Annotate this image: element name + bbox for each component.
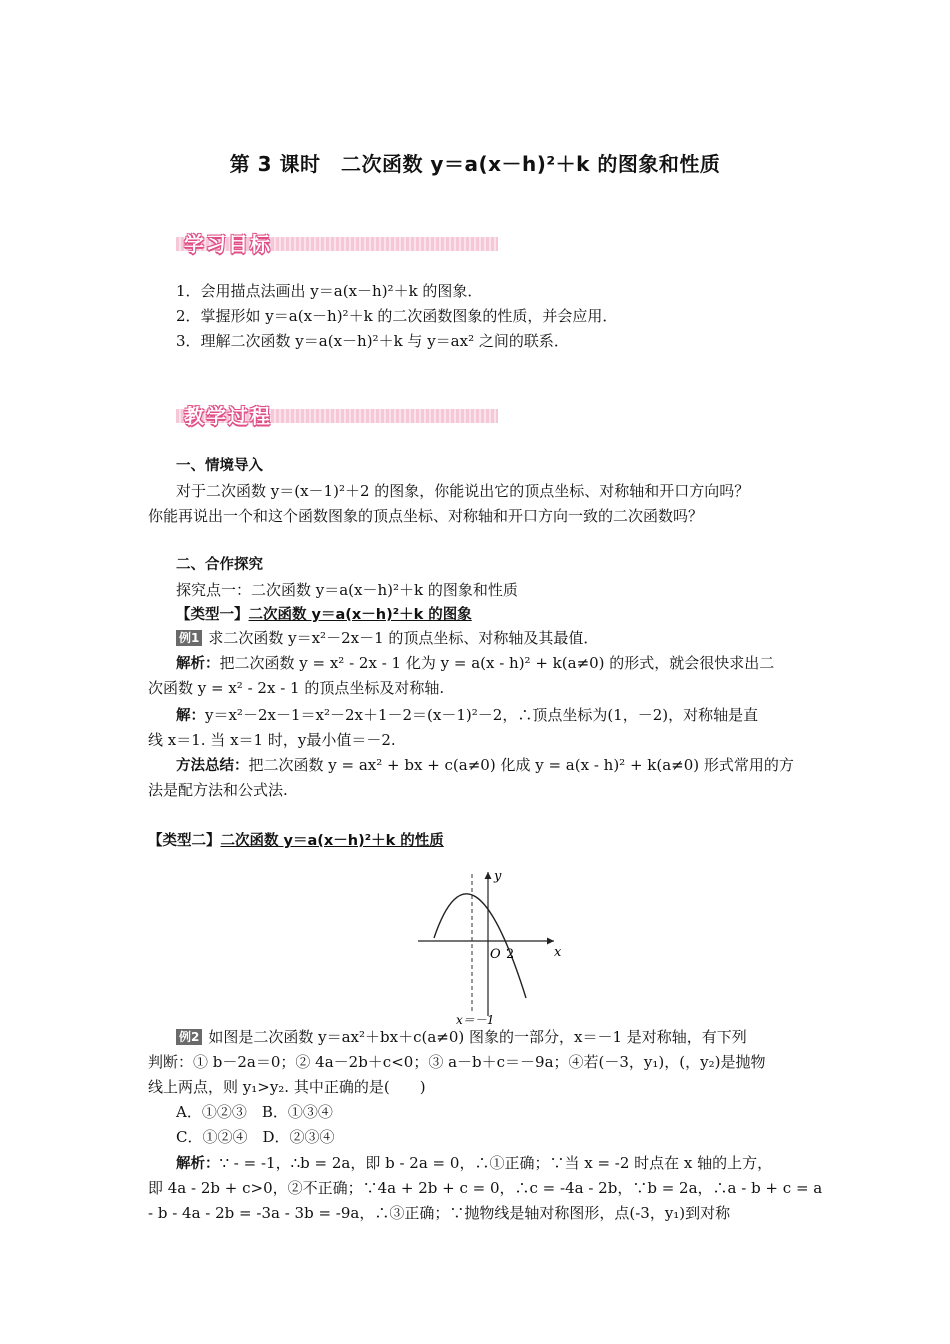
objectives-banner-label: 学习目标 <box>184 232 272 256</box>
objective-2: 2．掌握形如 y＝a(x－h)²＋k 的二次函数图象的性质，并会应用． <box>176 307 618 325</box>
process-banner <box>176 400 498 430</box>
example-1-badge: 例1 <box>176 630 202 646</box>
method-label: 方法总结： <box>176 758 249 774</box>
y-axis-label: y <box>494 869 502 884</box>
analysis-text: ∵ - = -1，∴b = 2a，即 b - 2a = 0，∴①正确；∵当 x = -2 时点在 x 轴的上方， <box>219 1154 773 1172</box>
type2-title: 二次函数 y＝a(x－h)²＋k 的性质 <box>220 833 444 849</box>
part2-heading: 二、合作探究 <box>176 557 263 573</box>
example-2-line-1 <box>176 1027 840 1047</box>
ex2-analysis-line-1 <box>176 1153 840 1174</box>
example-2-badge: 例2 <box>176 1029 202 1045</box>
explore-point-1: 探究点一：二次函数 y＝a(x－h)²＋k 的图象和性质 <box>176 581 518 599</box>
page-title: 第 3 课时 二次函数 y＝a(x－h)²＋k 的图象和性质 <box>229 152 721 176</box>
ex2-analysis-line-2: 即 4a - 2b + c>0，②不正确；∵4a + 2b + c = 0，∴c = -4a - 2b，∵b = 2a，∴a - b + c = a <box>148 1179 823 1197</box>
type2-heading <box>148 830 812 851</box>
part1-text-2: 你能再说出一个和这个函数图象的顶点坐标、对称轴和开口方向一致的二次函数吗？ <box>148 507 704 525</box>
ex1-analysis-line-2: 次函数 y = x² - 2x - 1 的顶点坐标及对称轴. <box>148 679 445 697</box>
ex2-analysis-line-3: - b - 4a - 2b = -3a - 3b = -9a，∴③正确；∵抛物线是轴对称图形，点(-3，y₁)到对称 <box>148 1204 731 1222</box>
method-line-1 <box>176 755 840 776</box>
example-1-text: 求二次函数 y＝x²－2x－1 的顶点坐标、对称轴及其最值． <box>208 629 599 647</box>
analysis-text: 把二次函数 y = x² - 2x - 1 化为 y = a(x - h)² + k(a≠0) 的形式，就会很快求出二 <box>219 654 775 672</box>
analysis-label: 解析： <box>176 656 220 672</box>
origin-label: O <box>490 947 501 962</box>
objective-1: 1．会用描点法画出 y＝a(x－h)²＋k 的图象． <box>176 282 483 300</box>
analysis-label: 解析： <box>176 1156 220 1172</box>
part1-heading: 一、情境导入 <box>176 458 263 474</box>
objectives-banner <box>176 228 498 258</box>
type2-tag: 【类型二】 <box>148 833 221 849</box>
process-banner-label: 教学过程 <box>184 404 272 428</box>
symmetry-axis-label: x＝－1 <box>456 1013 495 1024</box>
solution-text: y＝x²－2x－1＝x²－2x＋1－2＝(x－1)²－2，∴顶点坐标为(1，－2)，对称轴是直 <box>205 706 759 724</box>
example-1 <box>176 628 840 648</box>
example-2-options-1: A．①②③ B．①③④ <box>176 1103 333 1121</box>
example-2-line-2: 判断：① b－2a＝0；② 4a－2b＋c<0；③ a－b＋c＝－9a；④若(－3，y₁)，(，y₂)是抛物 <box>148 1053 766 1071</box>
objective-3: 3．理解二次函数 y＝a(x－h)²＋k 与 y＝ax² 之间的联系． <box>176 332 569 350</box>
tick-label-2: 2 <box>506 947 515 962</box>
method-text: 把二次函数 y = ax² + bx + c(a≠0) 化成 y = a(x - h)² + k(a≠0) 形式常用的方 <box>248 756 794 774</box>
ex1-solution-line-2: 线 x＝1. 当 x＝1 时，y最小值＝－2. <box>148 731 396 749</box>
type1-heading <box>176 604 840 625</box>
type1-tag: 【类型一】 <box>176 607 249 623</box>
ex1-solution-line-1 <box>176 705 840 726</box>
parabola-curve <box>434 894 526 998</box>
type1-title: 二次函数 y＝a(x－h)²＋k 的图象 <box>248 607 472 623</box>
example-2-line-3: 线上两点，则 y₁>y₂. 其中正确的是( ) <box>148 1078 426 1096</box>
solution-label: 解： <box>176 708 205 724</box>
parabola-graph <box>414 866 574 1024</box>
method-line-2: 法是配方法和公式法. <box>148 781 288 799</box>
part1-text-1: 对于二次函数 y＝(x－1)²＋2 的图象，你能说出它的顶点坐标、对称轴和开口方向吗？ <box>176 482 750 500</box>
example-2-options-2: C．①②④ D．②③④ <box>176 1128 335 1146</box>
example-2-text: 如图是二次函数 y＝ax²＋bx＋c(a≠0) 图象的一部分，x＝－1 是对称轴，有下列 <box>208 1028 747 1046</box>
x-axis-label: x <box>554 945 562 960</box>
ex1-analysis-line-1 <box>176 653 840 674</box>
